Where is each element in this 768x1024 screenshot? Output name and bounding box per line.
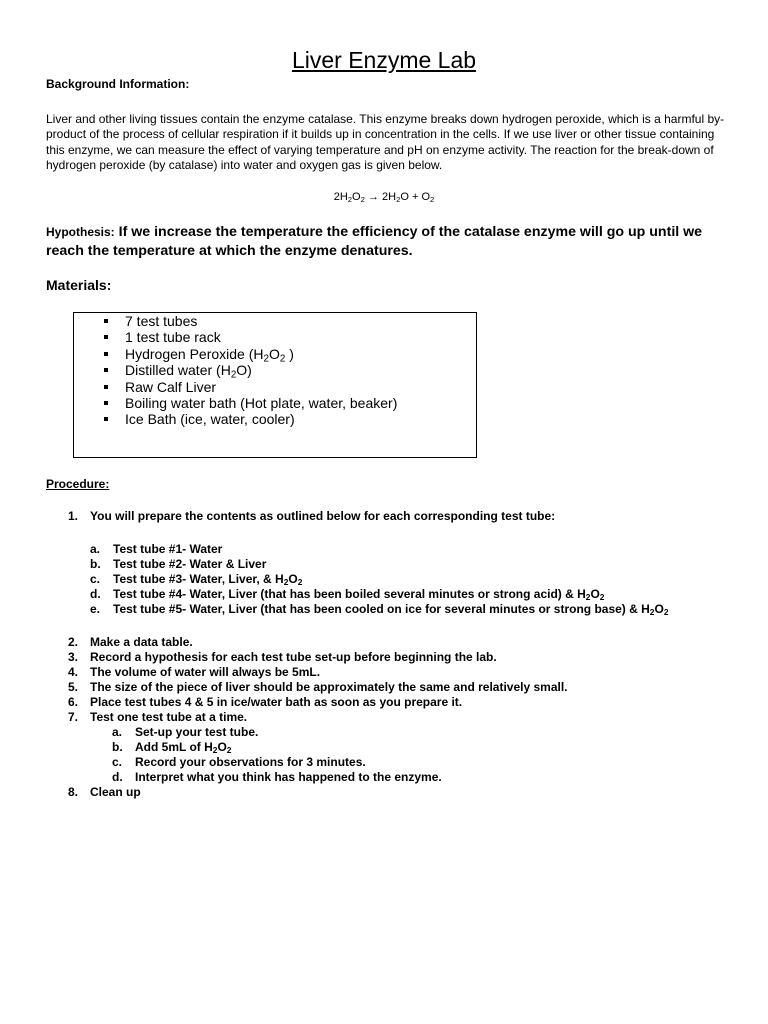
list-item: Raw Calf Liver	[104, 379, 397, 395]
list-item: Hydrogen Peroxide ($H_2O_2$ )	[104, 346, 397, 362]
substep: c. Test tube #3- Water, Liver, & $H_2O_2$	[90, 572, 303, 588]
procedure-step: 4. The volume of water will always be 5mL.	[68, 665, 321, 679]
bullet-icon	[104, 385, 108, 389]
procedure-step: 3. Record a hypothesis for each test tube set-up before beginning the lab.	[68, 650, 497, 664]
substep: c. Record your observations for 3 minutes.	[112, 755, 366, 769]
list-item: Ice Bath (ice, water, cooler)	[104, 411, 397, 427]
procedure-step: 1. You will prepare the contents as outlined below for each corresponding test tube:	[68, 509, 556, 523]
reaction-equation: $2H_2O_2 \to 2H_2O + O_2$	[333, 191, 435, 204]
reactant: 2H	[333, 191, 348, 203]
bullet-icon	[104, 417, 108, 421]
procedure-step: 6. Place test tubes 4 & 5 in ice/water bath as soon as you prepare it.	[68, 695, 463, 709]
procedure-step: 2. Make a data table.	[68, 635, 193, 649]
background-heading: Background Information:	[46, 77, 190, 91]
procedure-step: 7. Test one test tube at a time.	[68, 710, 248, 724]
list-item: 7 test tubes	[104, 313, 397, 329]
page-title: Liver Enzyme Lab	[291, 47, 477, 73]
substep: d. Test tube #4- Water, Liver (that has been boiled several minutes or strong acid) & $H_2O_2$	[90, 587, 605, 603]
hypothesis-text: If we increase the temperature the efficiency of the catalase enzyme will go up until we reach the temperature at which the enzyme denatures.	[46, 224, 703, 259]
substep: e. Test tube #5- Water, Liver (that has been cooled on ice for several minutes or strong base) & $H_2O_2$	[90, 602, 669, 618]
substep: b. Add 5mL of $H_2O_2$	[112, 740, 232, 756]
list-item: Distilled water $(H_2O)$	[104, 362, 397, 378]
reaction-arrow-icon: →	[367, 191, 379, 203]
procedure-step: 8. Clean up	[68, 785, 141, 799]
materials-heading: Materials:	[46, 277, 112, 293]
bullet-icon	[104, 352, 108, 356]
product-water: 2H	[382, 191, 397, 203]
materials-list	[104, 313, 397, 428]
bullet-icon	[104, 319, 108, 323]
hypothesis	[46, 223, 736, 260]
substep: b. Test tube #2- Water & Liver	[90, 557, 267, 571]
background-paragraph: Liver and other living tissues contain the enzyme catalase. This enzyme breaks down hydrogen peroxide, which is a harmful by-product of the process of cellular respiration if it builds up in concentration in the cells. If we use liver or other tissue containing this enzyme, we can measure the effect of varying temperature and pH on enzyme activity. The reaction for the break-down of hydrogen peroxide (by catalase) into water and oxygen gas is given below.	[46, 112, 725, 172]
substep: a. Test tube #1- Water	[90, 542, 223, 556]
procedure-step: 5. The size of the piece of liver should be approximately the same and relatively small.	[68, 680, 568, 694]
hypothesis-label: Hypothesis:	[46, 225, 115, 239]
procedure-heading: Procedure:	[46, 477, 110, 491]
bullet-icon	[104, 401, 108, 405]
substep: a. Set-up your test tube.	[112, 725, 259, 739]
list-item: Boiling water bath (Hot plate, water, beaker)	[104, 395, 397, 411]
substep: d. Interpret what you think has happened to the enzyme.	[112, 770, 442, 784]
list-item: 1 test tube rack	[104, 329, 397, 345]
bullet-icon	[104, 368, 108, 372]
bullet-icon	[104, 335, 108, 339]
